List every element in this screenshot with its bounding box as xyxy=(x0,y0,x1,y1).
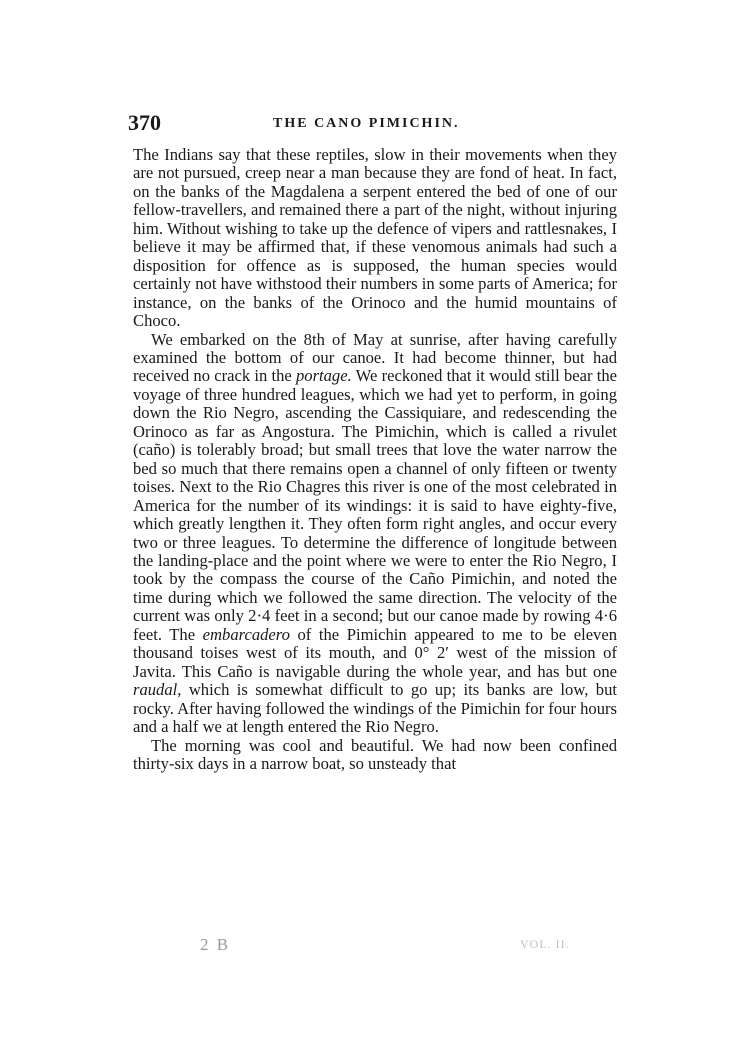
paragraph xyxy=(133,331,617,737)
page-number: 370 xyxy=(128,110,161,135)
text-run: ments when they are not pursued, creep near a man because they are fond of heat. In fact, on the banks of the Magdalena a serpent entered the bed of one of our fellow-travellers, and remained there a part of the night, without injuring him. Without wishing to take up the defence of vipers and rattlesnakes, I believe it may be affirmed that, if these venomous animals had such a disposition for offence as is supposed, the human species would certainly not have withstood their numbers in some parts of America; for instance, on the banks of the Orinoco and the humid mountains of Choco. xyxy=(133,145,617,331)
text-run: We embarked on the 8th of May at sunrise, after having carefully examined the bottom of our canoe. It had become thinner, but had received no crack in the xyxy=(133,329,617,386)
page-header xyxy=(128,110,618,140)
paragraph xyxy=(133,146,617,331)
text-run: which is somewhat difficult to go up; its banks are low, but rocky. After having followed the windings of the Pimichin for four hours and a half we at length entered the Rio Negro. xyxy=(133,680,617,737)
italic-text: embarcadero xyxy=(202,624,290,644)
paragraph xyxy=(133,737,617,774)
volume-mark: VOL. II. xyxy=(520,937,570,951)
text-run: The morning was cool and beautiful. We had now been confined thirty-six days in a narrow boat, so unsteady that xyxy=(133,735,617,773)
text-run: The Indians say that these reptiles, slow in their move xyxy=(133,145,503,164)
body-text xyxy=(133,146,617,773)
text-run: of the Pimichin appeared to me to be eleven thousand toises west of its mouth, and 0° 2′ west of the mission of Javita. This Caño is navigable during the whole year, and has but one xyxy=(133,624,618,681)
text-run: We reckoned that it would still bear the voyage of three hundred leagues, which we had yet to perform, in going down the Rio Negro, ascending the Cassiquiare, and redescending the Orinoco as far as Angostura. The Pimichin, which is called a rivulet (caño) is tolerably broad; but small trees that love the water narrow the bed so much that there remains open a channel of only fifteen or twenty toises. Next to the Rio Chagres this river is one of the most celebrated in America for the number of its windings: it is said to have eighty-five, which greatly lengthen it. They often form right angles, and occur every two or three leagues. To determine the difference of longitude between the landing-place and the point where we were to enter the Rio Negro, I took by the compass the course of the Caño Pimichin, and noted the time during which we followed the same direction. The velocity of the current was only 2·4 feet in a second; but our canoe made by rowing 4·6 feet. The xyxy=(133,366,617,644)
italic-text: raudal, xyxy=(133,680,182,700)
signature-mark: 2 B xyxy=(200,935,231,954)
running-title: THE CANO PIMICHIN. xyxy=(273,116,460,131)
page-footer xyxy=(200,935,610,959)
italic-text: portage. xyxy=(295,366,352,386)
